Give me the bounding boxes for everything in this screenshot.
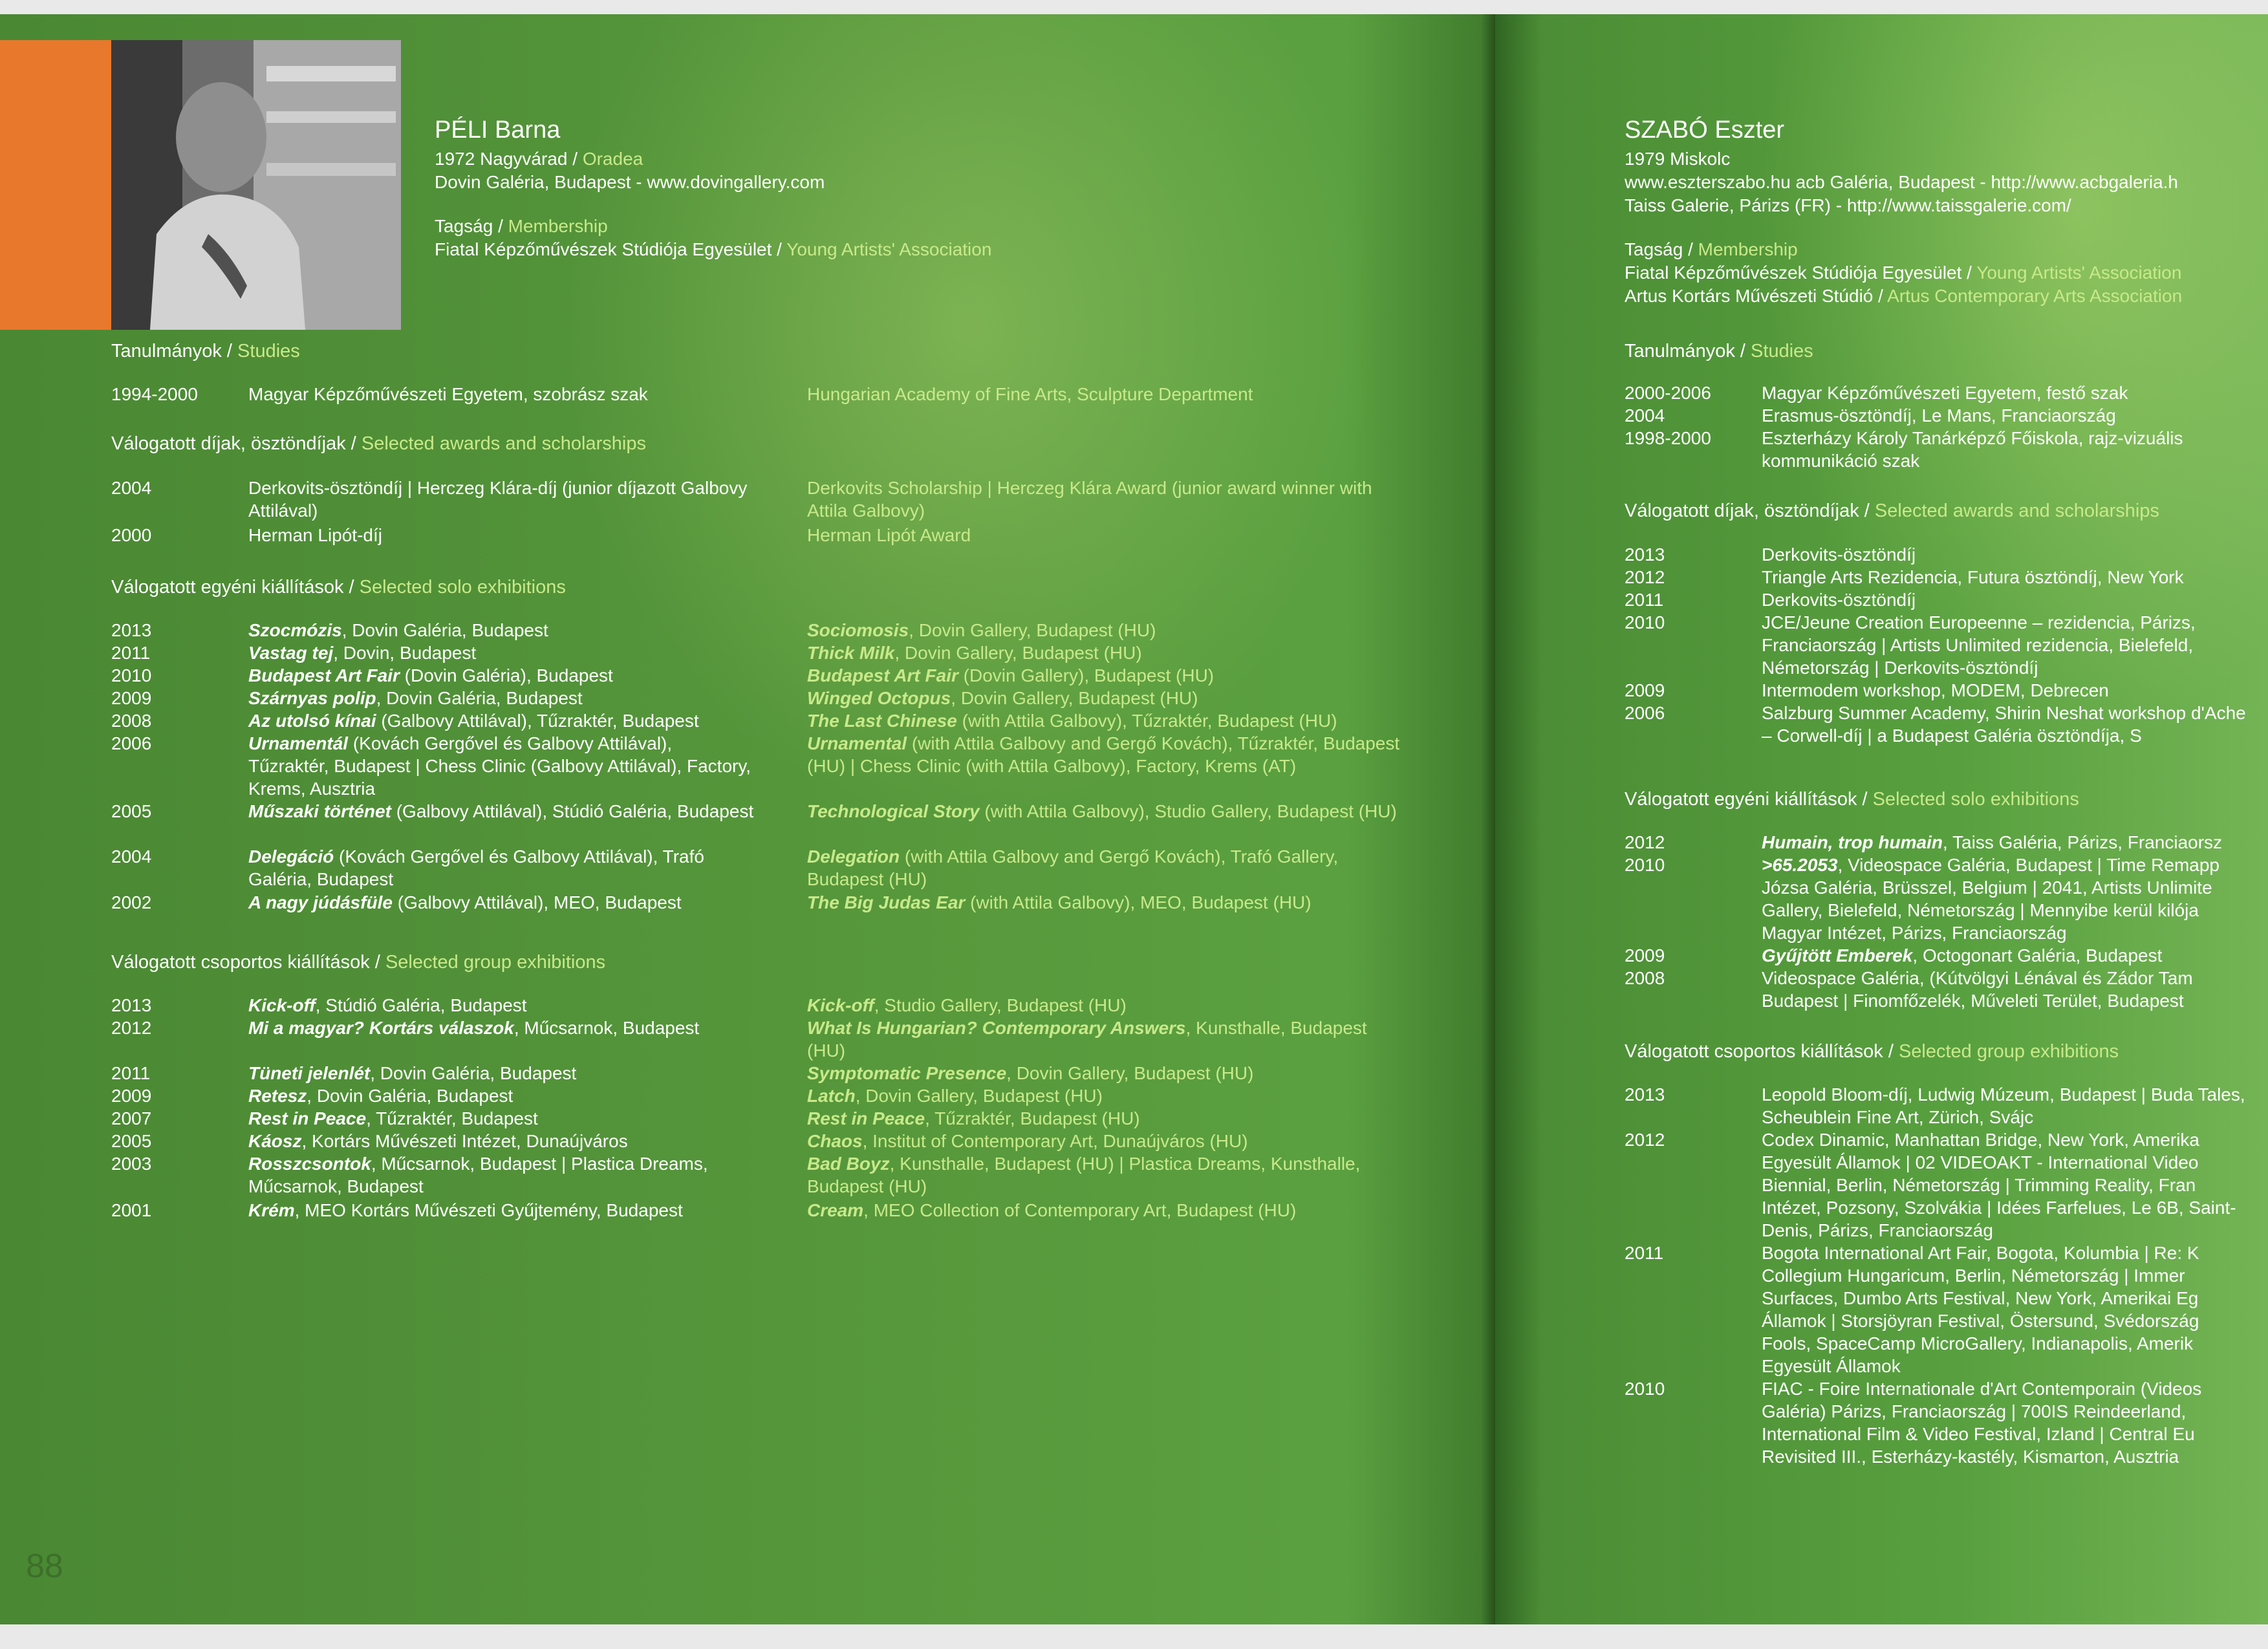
exhibition-title-en: The Big Judas Ear xyxy=(807,892,966,912)
awards-label: Válogatott díjak, ösztöndíjak xyxy=(111,433,346,454)
row-text-en: (with Attila Galbovy and Gergő Kovách), Trafó Gallery, Budapest (HU) xyxy=(807,846,1339,889)
row-text: FIAC - Foire Internationale d'Art Contemporain (Videos Galéria) Párizs, Franciaország | 700IS Reindeerland, International Film & Video Festival, Izland | Central Eu Revisited III., Esterházy-kastély, Kismarton, Ausztria xyxy=(1762,1379,2202,1467)
exhibition-title: Műszaki történet xyxy=(248,801,391,821)
studies-heading: Tanulmányok / Studies xyxy=(1625,341,1813,361)
row-text: Triangle Arts Rezidencia, Futura ösztöndíj, New York xyxy=(1762,567,2184,587)
group-label-en: Selected group exhibitions xyxy=(1898,1041,2119,1062)
artist-portrait-photo xyxy=(111,40,401,330)
gallery-info: www.eszterszabo.hu acb Galéria, Budapest - http://www.acbgaleria.h xyxy=(1625,172,2178,192)
exhibition-title: Szocmózis xyxy=(248,620,342,640)
membership-label-en: Membership xyxy=(1698,239,1798,259)
membership-text-en: Artus Contemporary Arts Association xyxy=(1887,286,2183,306)
row-year: 2003 xyxy=(111,1154,152,1174)
birth-text-en: Oradea xyxy=(582,149,643,169)
membership-label: Tagság xyxy=(1625,239,1683,259)
row-year: 2005 xyxy=(111,801,152,821)
exhibition-title-en: Sociomosis xyxy=(807,620,909,640)
row-text-hu: (Galbovy Attilával), Tűzraktér, Budapest xyxy=(376,711,699,731)
row-text-hu: Herman Lipót-díj xyxy=(248,525,382,545)
exhibition-title: Urnamentál xyxy=(248,733,349,753)
row-text-en: (with Attila Galbovy), Studio Gallery, Budapest (HU) xyxy=(979,801,1397,821)
book-spread xyxy=(0,14,2268,1624)
row-text-hu: , Stúdió Galéria, Budapest xyxy=(315,995,527,1015)
exhibition-title: Káosz xyxy=(248,1131,302,1151)
awards-heading: Válogatott díjak, ösztöndíjak / Selected awards and scholarships xyxy=(1625,501,2159,521)
group-heading: Válogatott csoportos kiállítások / Selected group exhibitions xyxy=(1625,1041,2119,1062)
row-year: 2013 xyxy=(111,620,152,640)
row-text-hu: (Kovách Gergővel és Galbovy Attilával), Tűzraktér, Budapest | Chess Clinic (Galbovy Attilával), Factory, Krems, Ausztria xyxy=(248,733,751,799)
row-text: Magyar Képzőművészeti Egyetem, festő szak xyxy=(1762,383,2128,403)
exhibition-title: Budapest Art Fair xyxy=(248,665,400,685)
row-year: 2013 xyxy=(111,995,152,1015)
row-text-hu: , Dovin Galéria, Budapest xyxy=(370,1063,577,1083)
membership-line: Artus Kortárs Művészeti Stúdió / Artus Contemporary Arts Association xyxy=(1625,286,2183,306)
exhibition-title: Rosszcsontok xyxy=(248,1154,371,1174)
row-year: 2006 xyxy=(1625,703,1665,723)
row-text-hu: Derkovits-ösztöndíj | Herczeg Klára-díj (junior díjazott Galbovy Attilával) xyxy=(248,478,748,521)
exhibition-title: A nagy júdásfüle xyxy=(248,892,393,912)
row-text: Leopold Bloom-díj, Ludwig Múzeum, Budapest | Buda Tales, Scheublein Fine Art, Zürich, Svájc xyxy=(1762,1084,2245,1127)
row-text-en: (with Attila Galbovy), Tűzraktér, Budapest (HU) xyxy=(956,711,1337,731)
row-text-hu: (Kovách Gergővel és Galbovy Attilával), Trafó Galéria, Budapest xyxy=(248,846,704,889)
row-text-en: , Dovin Gallery, Budapest (HU) xyxy=(951,688,1198,708)
exhibition-title: Krém xyxy=(248,1200,295,1220)
row-text-hu: , Dovin Galéria, Budapest xyxy=(376,688,583,708)
membership-text: Fiatal Képzőművészek Stúdiója Egyesület xyxy=(1625,263,1962,283)
row-text: , Taiss Galéria, Párizs, Franciaorsz xyxy=(1943,832,2223,852)
row-text-en: , Institut of Contemporary Art, Dunaújváros (HU) xyxy=(862,1131,1248,1151)
row-year: 2012 xyxy=(1625,1130,1665,1150)
solo-label-en: Selected solo exhibitions xyxy=(359,577,566,598)
row-year: 2009 xyxy=(1625,680,1665,700)
row-year: 2010 xyxy=(1625,1379,1665,1399)
row-year: 1994-2000 xyxy=(111,384,198,404)
birth-text: 1972 Nagyvárad xyxy=(435,149,568,169)
studies-label: Tanulmányok xyxy=(1625,341,1735,361)
row-text-en: , Tűzraktér, Budapest (HU) xyxy=(925,1108,1140,1128)
row-year: 2010 xyxy=(1625,612,1665,632)
row-text: Intermodem workshop, MODEM, Debrecen xyxy=(1762,680,2109,700)
exhibition-title: >65.2053 xyxy=(1762,855,1838,875)
row-text: JCE/Jeune Creation Europeenne – rezidencia, Párizs, Franciaország | Artists Unlimited rezidencia, Bielefeld, Németország | Derkovits-ösztöndíj xyxy=(1762,612,2196,678)
row-year: 2007 xyxy=(111,1108,152,1128)
awards-heading: Válogatott díjak, ösztöndíjak / Selected awards and scholarships xyxy=(111,433,646,454)
membership-line: Fiatal Képzőművészek Stúdiója Egyesület / Young Artists' Association xyxy=(435,239,992,259)
row-text-en: Hungarian Academy of Fine Arts, Sculpture Department xyxy=(807,384,1253,404)
row-text: Bogota International Art Fair, Bogota, Kolumbia | Re: K Collegium Hungaricum, Berlin, Németország | Immer Surfaces, Dumbo Arts Festival, New York, Amerikai Eg Államok | Storsjöyran Festival, Östersund, Svédország Fools, SpaceCamp MicroGallery, Indianapolis, Amerik Egyesült Államok xyxy=(1762,1243,2199,1376)
row-text-en: , Kunsthalle, Budapest (HU) xyxy=(807,1018,1367,1061)
artist-name: SZABÓ Eszter xyxy=(1625,116,1785,144)
exhibition-title-en: Cream xyxy=(807,1200,864,1220)
row-text-en: , Studio Gallery, Budapest (HU) xyxy=(874,995,1127,1015)
membership-text-en: Young Artists' Association xyxy=(786,239,992,259)
row-text: Erasmus-ösztöndíj, Le Mans, Franciaország xyxy=(1762,405,2116,426)
group-label: Válogatott csoportos kiállítások xyxy=(1625,1041,1883,1062)
row-text: , Videospace Galéria, Budapest | Time Remapp Józsa Galéria, Brüsszel, Belgium | 2041, Artists Unlimite Gallery, Bielefeld, Németország | Mennyibe kerül kilója Magyar Intézet, Párizs, Franciaország xyxy=(1762,855,2219,943)
artist-name: PÉLI Barna xyxy=(435,116,561,144)
membership-text: Fiatal Képzőművészek Stúdiója Egyesület xyxy=(435,239,772,259)
orange-accent-block xyxy=(0,40,111,330)
awards-label-en: Selected awards and scholarships xyxy=(361,433,646,454)
row-text-hu: , Tűzraktér, Budapest xyxy=(366,1108,538,1128)
gallery-info: Taiss Galerie, Párizs (FR) - http://www.taissgalerie.com/ xyxy=(1625,195,2071,215)
row-text-en: , Dovin Gallery, Budapest (HU) xyxy=(855,1086,1103,1106)
row-year: 2009 xyxy=(111,688,152,708)
row-text: Codex Dinamic, Manhattan Bridge, New York, Amerika Egyesült Államok | 02 VIDEOAKT - International Video Biennial, Berlin, Németország | Trimming Reality, Fran Intézet, Pozsony, Szolvákia | Idées Farfelues, Le 6B, Saint-Denis, Párizs, Franciaország xyxy=(1762,1130,2236,1240)
row-text-hu: (Dovin Galéria), Budapest xyxy=(399,665,613,685)
row-text: Eszterházy Károly Tanárképző Főiskola, rajz-vizuális kommunikáció szak xyxy=(1762,428,2183,471)
row-text-en: , Dovin Gallery, Budapest (HU) xyxy=(909,620,1156,640)
exhibition-title-en: Kick-off xyxy=(807,995,874,1015)
row-text-en: Derkovits Scholarship | Herczeg Klára Award (junior award winner with Attila Galbovy) xyxy=(807,478,1372,521)
row-text-hu: (Galbovy Attilával), MEO, Budapest xyxy=(393,892,682,912)
row-text: Derkovits-ösztöndíj xyxy=(1762,544,1916,565)
row-year: 2011 xyxy=(111,643,151,663)
row-year: 2009 xyxy=(1625,945,1665,965)
exhibition-title: Az utolsó kínai xyxy=(248,711,376,731)
exhibition-title-en: What Is Hungarian? Contemporary Answers xyxy=(807,1018,1186,1038)
row-text-hu: , Műcsarnok, Budapest xyxy=(513,1018,700,1038)
exhibition-title-en: The Last Chinese xyxy=(807,711,957,731)
row-text-en: (with Attila Galbovy and Gergő Kovách), Tűzraktér, Budapest (HU) | Chess Clinic (with Attila Galbovy), Factory, Krems (AT) xyxy=(807,733,1400,776)
exhibition-title-en: Delegation xyxy=(807,846,900,867)
row-year: 2012 xyxy=(1625,567,1665,587)
row-text-en: (with Attila Galbovy), MEO, Budapest (HU) xyxy=(965,892,1312,912)
awards-label: Válogatott díjak, ösztöndíjak xyxy=(1625,501,1859,521)
row-year: 2008 xyxy=(1625,968,1665,988)
row-text-hu: , MEO Kortárs Művészeti Gyűjtemény, Budapest xyxy=(294,1200,683,1220)
exhibition-title-en: Technological Story xyxy=(807,801,980,821)
solo-label: Válogatott egyéni kiállítások xyxy=(1625,789,1857,810)
row-text-hu: Magyar Képzőművészeti Egyetem, szobrász szak xyxy=(248,384,648,404)
row-year: 2010 xyxy=(1625,855,1665,875)
exhibition-title: Gyűjtött Emberek xyxy=(1762,945,1913,965)
row-year: 2002 xyxy=(111,892,152,912)
membership-text-en: Young Artists' Association xyxy=(1976,263,2182,283)
membership-text: Artus Kortárs Művészeti Stúdió xyxy=(1625,286,1874,306)
exhibition-title: Szárnyas polip xyxy=(248,688,376,708)
row-year: 2011 xyxy=(111,1063,151,1083)
row-text-en: (Dovin Gallery), Budapest (HU) xyxy=(958,665,1215,685)
exhibition-title-en: Chaos xyxy=(807,1131,863,1151)
group-label: Válogatott csoportos kiállítások xyxy=(111,952,370,973)
row-text-en: , Dovin Gallery, Budapest (HU) xyxy=(1006,1063,1254,1083)
row-text-hu: , Kortárs Művészeti Intézet, Dunaújváros xyxy=(301,1131,628,1151)
row-text: Derkovits-ösztöndíj xyxy=(1762,590,1916,610)
exhibition-title: Mi a magyar? Kortárs válaszok xyxy=(248,1018,514,1038)
row-year: 2011 xyxy=(1625,590,1664,610)
studies-heading: Tanulmányok / Studies xyxy=(111,341,300,361)
row-year: 2013 xyxy=(1625,1084,1665,1105)
exhibition-title-en: Thick Milk xyxy=(807,643,895,663)
membership-heading: Tagság / Membership xyxy=(1625,239,1798,259)
row-text-hu: (Galbovy Attilával), Stúdió Galéria, Budapest xyxy=(391,801,754,821)
row-text-en: , MEO Collection of Contemporary Art, Budapest (HU) xyxy=(863,1200,1297,1220)
row-year: 2004 xyxy=(111,478,152,498)
exhibition-title: Retesz xyxy=(248,1086,307,1106)
exhibition-title: Humain, trop humain xyxy=(1762,832,1943,852)
exhibition-title: Vastag tej xyxy=(248,643,334,663)
row-text-en: , Dovin Gallery, Budapest (HU) xyxy=(894,643,1142,663)
solo-label: Válogatott egyéni kiállítások xyxy=(111,577,344,598)
studies-label-en: Studies xyxy=(1751,341,1813,361)
membership-line: Fiatal Képzőművészek Stúdiója Egyesület / Young Artists' Association xyxy=(1625,263,2182,283)
solo-heading: Válogatott egyéni kiállítások / Selected solo exhibitions xyxy=(111,577,566,598)
studies-label-en: Studies xyxy=(237,341,300,361)
studies-label: Tanulmányok xyxy=(111,341,222,361)
row-year: 2006 xyxy=(111,733,152,753)
row-text-en: Herman Lipót Award xyxy=(807,525,971,545)
row-text-hu: , Dovin, Budapest xyxy=(333,643,477,663)
birth-info: 1972 Nagyvárad / Oradea xyxy=(435,149,643,169)
left-page xyxy=(0,14,1495,1624)
row-year: 2001 xyxy=(111,1200,152,1220)
row-year: 2011 xyxy=(1625,1243,1664,1263)
exhibition-title: Delegáció xyxy=(248,846,334,867)
row-text-en: , Kunsthalle, Budapest (HU) | Plastica Dreams, Kunsthalle, Budapest (HU) xyxy=(807,1154,1361,1196)
row-year: 2012 xyxy=(1625,832,1665,852)
row-year: 2005 xyxy=(111,1131,152,1151)
row-year: 2012 xyxy=(111,1018,152,1038)
row-year: 2010 xyxy=(111,665,152,685)
membership-label: Tagság xyxy=(435,216,493,236)
row-year: 2008 xyxy=(111,711,152,731)
awards-label-en: Selected awards and scholarships xyxy=(1874,501,2159,521)
right-page xyxy=(1495,14,2268,1624)
page-number: 88 xyxy=(26,1547,63,1585)
row-year: 1998-2000 xyxy=(1625,428,1711,448)
gallery-info: Dovin Galéria, Budapest - www.dovingallery.com xyxy=(435,172,825,192)
exhibition-title: Rest in Peace xyxy=(248,1108,367,1128)
row-text-hu: , Dovin Galéria, Budapest xyxy=(307,1086,513,1106)
row-text: Videospace Galéria, (Kútvölgyi Lénával és Zádor Tam Budapest | Finomfőzelék, Műveleti Terület, Budapest xyxy=(1762,968,2193,1011)
group-heading: Válogatott csoportos kiállítások / Selected group exhibitions xyxy=(111,952,606,973)
solo-heading: Válogatott egyéni kiállítások / Selected solo exhibitions xyxy=(1625,789,2079,810)
row-year: 2009 xyxy=(111,1086,152,1106)
exhibition-title-en: Symptomatic Presence xyxy=(807,1063,1007,1083)
exhibition-title-en: Rest in Peace xyxy=(807,1108,925,1128)
row-year: 2000-2006 xyxy=(1625,383,1711,403)
exhibition-title-en: Bad Boyz xyxy=(807,1154,890,1174)
row-year: 2004 xyxy=(1625,405,1665,426)
row-text: , Octogonart Galéria, Budapest xyxy=(1912,945,2163,965)
row-text: Salzburg Summer Academy, Shirin Neshat workshop d'Ache – Corwell-díj | a Budapest Galéria ösztöndíja, S xyxy=(1762,703,2246,746)
exhibition-title-en: Latch xyxy=(807,1086,856,1106)
exhibition-title: Tüneti jelenlét xyxy=(248,1063,371,1083)
exhibition-title-en: Winged Octopus xyxy=(807,688,951,708)
exhibition-title-en: Urnamental xyxy=(807,733,907,753)
row-year: 2013 xyxy=(1625,544,1665,565)
solo-label-en: Selected solo exhibitions xyxy=(1872,789,2079,810)
exhibition-title: Kick-off xyxy=(248,995,316,1015)
group-label-en: Selected group exhibitions xyxy=(385,952,606,973)
row-year: 2000 xyxy=(111,525,152,545)
row-text-hu: , Műcsarnok, Budapest | Plastica Dreams, Műcsarnok, Budapest xyxy=(248,1154,708,1196)
membership-label-en: Membership xyxy=(508,216,608,236)
row-text-hu: , Dovin Galéria, Budapest xyxy=(341,620,548,640)
birth-info: 1979 Miskolc xyxy=(1625,149,1731,169)
membership-heading: Tagság / Membership xyxy=(435,216,608,236)
exhibition-title-en: Budapest Art Fair xyxy=(807,665,958,685)
row-year: 2004 xyxy=(111,846,152,867)
